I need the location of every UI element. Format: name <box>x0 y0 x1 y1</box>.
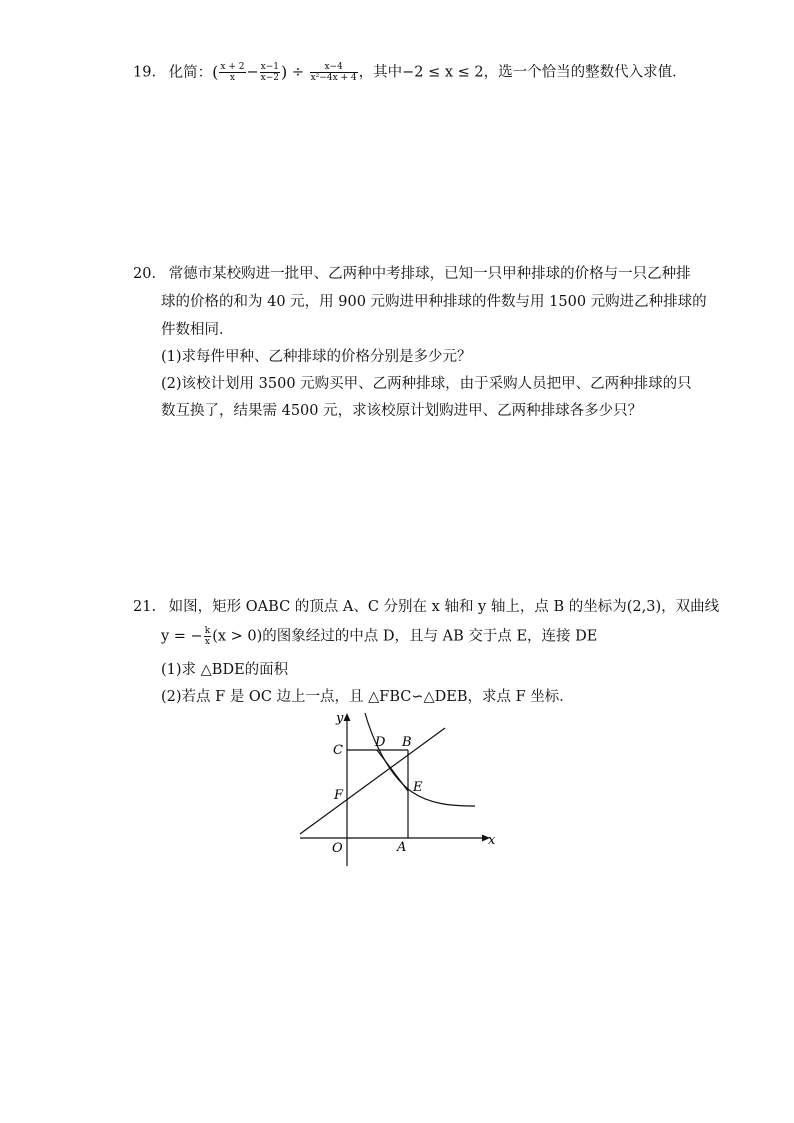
sub-question-1: (1)求每件甲种、乙种排球的价格分别是多少元？ <box>161 349 472 365</box>
question-20 <box>133 264 691 284</box>
question-21 <box>133 597 719 617</box>
question-number: 19. <box>133 64 157 81</box>
label-O: O <box>332 841 343 856</box>
label-B: B <box>402 735 412 750</box>
question-number: 20. <box>133 266 157 282</box>
sub-question-1: (1)求 △BDE的面积 <box>161 662 289 678</box>
geometry-figure <box>290 705 500 870</box>
divide-sign: ÷ <box>291 64 305 81</box>
question-text-line-3: 件数相同． <box>161 322 234 338</box>
y-axis-arrow <box>344 713 351 721</box>
fraction-1: $\frac{x + 2}{x}$ <box>220 62 245 83</box>
close-paren: ) <box>281 62 288 82</box>
question-text-line-1: 常德市某校购进一批甲、乙两种中考排球，已知一只甲种排球的价格与一只乙种排 <box>168 266 691 282</box>
question-text-line-1: 如图，矩形 OABC 的顶点 A、C 分别在 x 轴和 y 轴上，点 B 的坐标为(2,3)，双曲线 <box>168 599 720 615</box>
fraction-2: $\frac{x-1}{x-2}$ <box>260 62 279 83</box>
label-y: y <box>336 711 344 726</box>
label-A: A <box>397 840 407 855</box>
question-tail: ，其中−2 ≤ x ≤ 2，选一个恰当的整数代入求值． <box>358 64 687 81</box>
label-x: x <box>488 833 496 848</box>
question-lead: 化简： <box>168 64 213 81</box>
label-E: E <box>413 780 423 795</box>
label-F: F <box>334 788 344 803</box>
sub-question-2-line-2: 数互换了，结果需 4500 元，求该校原计划购进甲、乙两种排球各多少只？ <box>161 403 643 419</box>
sub-question-2-line-1: (2)该校计划用 3500 元购买甲、乙两种排球，由于采购人员把甲、乙两种排球的只 <box>161 376 692 392</box>
fraction-3: $\frac{x-4}{\text{x²−4x + 4}}$ <box>310 62 357 83</box>
sub-question-2: (2)若点 F 是 OC 边上一点，且 △FBC∽△DEB，求点 F 坐标． <box>161 689 574 705</box>
minus-sign: − <box>246 64 259 81</box>
question-text-line-2: 球的价格的和为 40 元，用 900 元购进甲种排球的件数与用 1500 元购进乙种排球的 <box>161 294 707 310</box>
question-19 <box>133 62 687 83</box>
question-number: 21. <box>133 599 157 615</box>
label-C: C <box>333 743 343 758</box>
line-FB <box>300 728 445 834</box>
open-paren: ( <box>212 62 219 82</box>
label-D: D <box>375 735 386 750</box>
question-text-line-2: y = − $\frac{k}{x}$ (x > 0)的图象经过的中点 D，且与 AB 交于点 E，连接 DE <box>161 626 598 647</box>
k-over-x-fraction: $\frac{k}{x}$ <box>204 626 211 647</box>
